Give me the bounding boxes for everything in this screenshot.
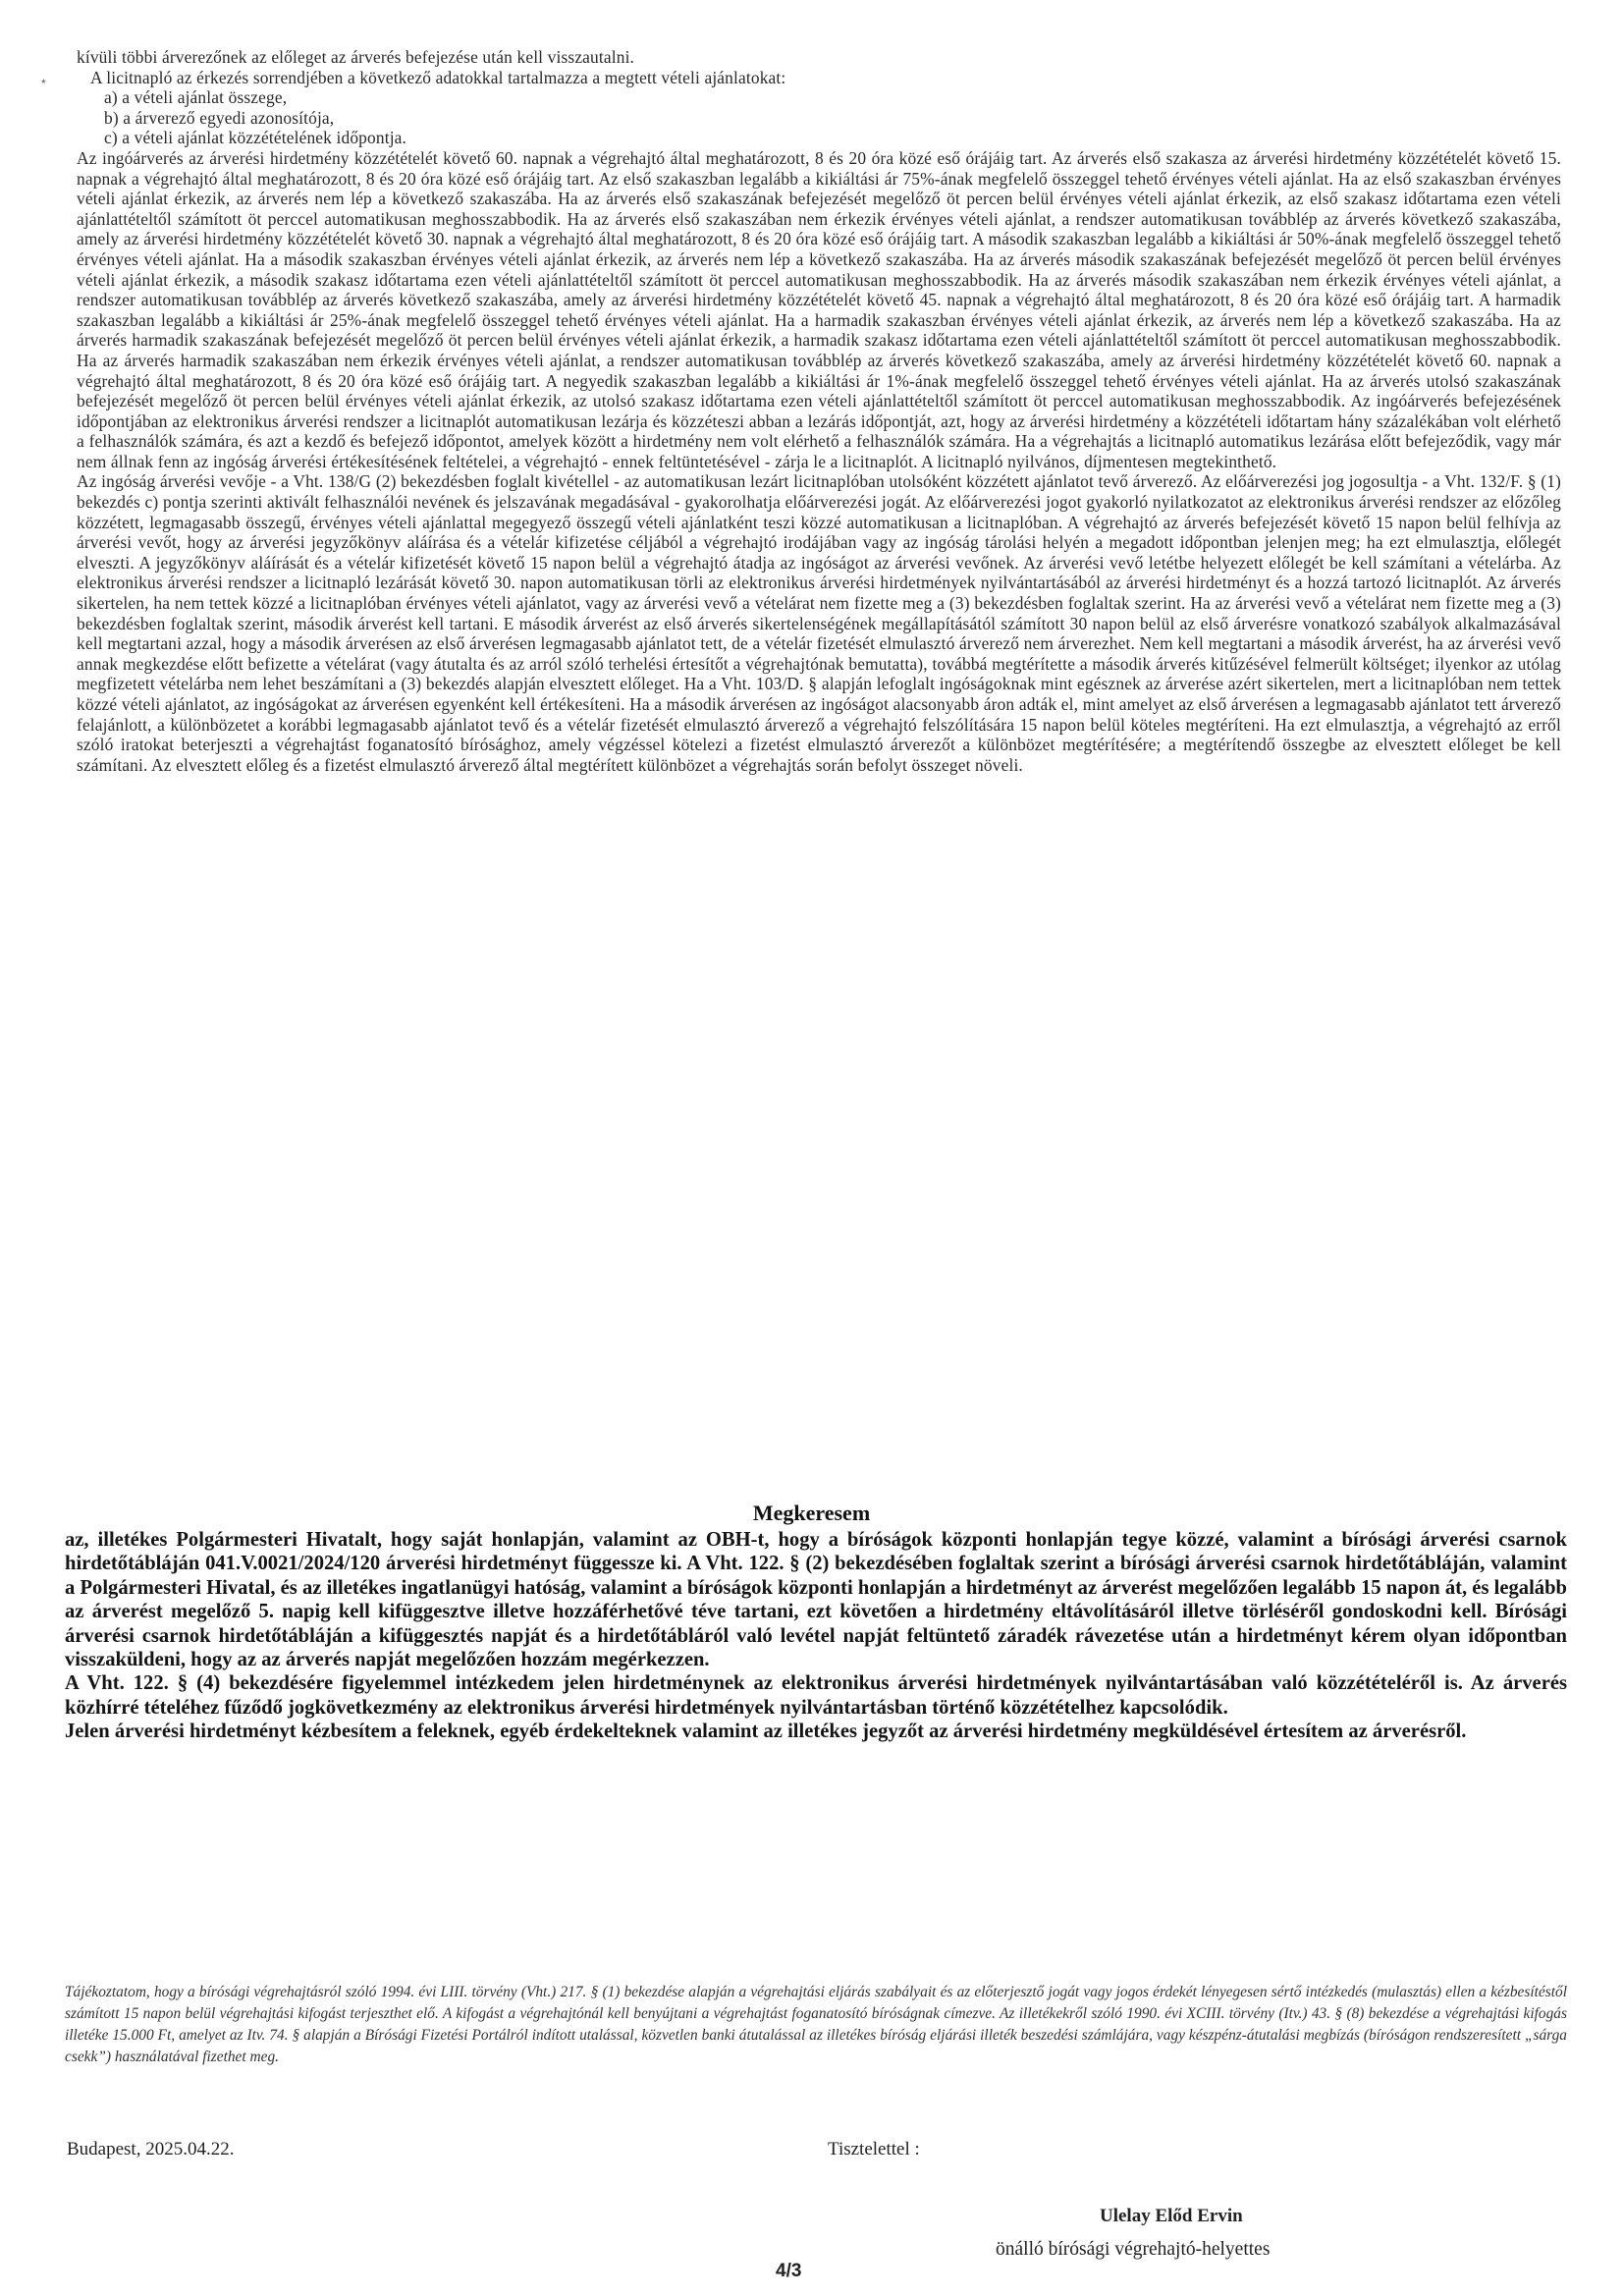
legal-notice [65, 1982, 1567, 2068]
request-heading: Megkeresem [752, 1501, 871, 1525]
licit-log-intro: A licitnapló az érkezés sorrendjében a következő adatokkal tartalmazza a megtett vételi ajánlatokat: [90, 67, 786, 87]
place-and-date: Budapest, 2025.04.22. [67, 2139, 235, 2159]
page-number: 4/3 [776, 2261, 802, 2281]
legal-notice-text: Tájékoztatom, hogy a bírósági végrehajtásról szóló 1994. évi LIII. törvény (Vht.) 217. § (1) bekezdése alapján a végrehajtási eljárás szabályait és az előterjesztő jogát vagy jogos érdekét lényegesen sértő intézkedés (mulasztás) ellen a kézbesítéstől számított 15 napon belül végrehajtási kifogást terjeszthet elő. A kifogást a végrehajtónál kell benyújtani a végrehajtást foganatosító bíróságnak címezve. Az illetékekről szóló 1990. évi XCIII. törvény (Itv.) 43. § (8) bekezdése a végrehajtási kifogás illetéke 15.000 Ft, amelyet az Itv. 74. § alapján a Bírósági Fizetési Portálról indított utalással, közvetlen banki átutalással az illetékes bíróság eljárási illeték beszedési számlájára, vagy készpénz-átutalási megbízás (bíróságon rendszeresített „sárga csekk”) használatával fizethet meg. [65, 1984, 1567, 2065]
list-item-a: a) a vételi ajánlat összege, [104, 87, 288, 108]
list-item-b: b) a árverező egyedi azonosítója, [104, 107, 335, 128]
auction-buyer-paragraph: Az ingóság árverési vevője - a Vht. 138/G (2) bekezdésben foglalt kivétellel - az automatikusan lezárt licitnaplóban utolsóként közzétett ajánlatot tevő árverező. Az előárverezési jog jogosultja - a Vht. 132/F. § (1) bekezdés c) pontja szerinti aktivált felhasználói nevének és jelszavának megadásával - gyakorolhatja előárverezési jogát. Az előárverezési jogot gyakorló nyilatkozatot az elektronikus árverési rendszer az előzőleg közzétett, legmagasabb összegű, érvényes vételi ajánlattal megegyező összegű vételi ajánlatként teszi közzé automatikusan a licitnaplóban. A végrehajtó az árverés befejezését követő 15 napon belül felhívja az árverési vevőt, hogy az árverési jegyzőkönyv aláírása és a vételár kifizetése céljából a végrehajtó irodájában vagy az ingóság tárolási helyén a megadott időpontban jelenjen meg; ha ezt elmulasztja, előlegét elveszti. A jegyzőkönyv aláírását és a vételár kifizetését követő 15 napon belül a végrehajtó átadja az ingóságot az árverési vevőnek. Az árverési vevő letétbe helyezett előlegét be kell számítani a vételárba. Az elektronikus árverési rendszer a licitnapló lezárását követő 30. napon automatikusan törli az elektronikus árverési hirdetmények nyilvántartásából az árverési hirdetményt és a hozzá tartozó licitnaplót. Az árverés sikertelen, ha nem tettek közzé a licitnaplóban érvényes vételi ajánlatot, vagy az árverési vevő a vételárat nem fizette meg a (3) bekezdésben foglaltak szerint. Ha az árverési vevő a vételárat nem fizette meg a (3) bekezdésben foglaltak szerint, második árverést kell tartani. E második árverést az első árverés sikertelenségének megállapításától számított 30 napon belül az első árverésre vonatkozó szabályok alkalmazásával kell megtartani azzal, hogy a második árverésen az első árverésen legmagasabb ajánlatot tett, de a vételár fizetését elmulasztó árverező nem árverezhet. Nem kell megtartani a második árverést, ha az árverési vevő annak megkezdése előtt befizette a vételárat (vagy átutalta és az arról szóló terhelési értesítőt a végrehajtónak bemutatta), továbbá megtérítette a második árverés kitűzésével felmerült költséget; ilyenkor az utólag megfizetett vételárba nem lehet beszámítani a (3) bekezdés alapján elvesztett előleget. Ha a Vht. 103/D. § alapján lefoglalt ingóságoknak mint egésznek az árverése azért sikertelen, mert a licitnaplóban nem tettek közzé vételi ajánlatot, az ingóságokat az árverésen egyenként kell értékesíteni. Ha a második árverésen az ingóságot alacsonyabb áron adták el, mint amelyet az első árverésen a legmagasabb ajánlatot tett árverező felajánlott, a különbözetet a korábbi legmagasabb ajánlatot tevő és a vételár fizetését elmulasztó árverező a végrehajtó felszólítására 15 napon belül köteles megtéríteni. Ha ezt elmulasztja, a végrehajtó az erről szóló iratokat beterjeszti a végrehajtást foganatosító bírósághoz, amely végzéssel kötelezi a fizetést elmulasztó árverezőt a különbözet megtérítésére; a megtérítendő összegbe az elvesztett előleget be kell számítani. Az elvesztett előleg és a fizetést elmulasztó árverező által megtérített különbözet a végrehajtás során befolyt összeget növeli. [77, 471, 1561, 775]
auction-rules-text [77, 47, 1561, 775]
signer-title: önálló bírósági végrehajtó-helyettes [996, 2239, 1271, 2260]
request-paragraph-3: Jelen árverési hirdetményt kézbesítem a feleknek, egyéb érdekelteknek valamint az illetékes jegyzőt az árverési hirdetmény megküldésével értesítem az árverésről. [65, 1721, 1467, 1743]
refund-sentence: kívüli többi árverezőnek az előleget az árverés befejezése után kell visszautalni. [77, 47, 635, 67]
closing-greeting: Tisztelettel : [828, 2139, 920, 2159]
request-paragraph-2: A Vht. 122. § (4) bekezdésére figyelemmel intézkedem jelen hirdetménynek az elektronikus árverési hirdetmények nyilvántartásában való közzétételéről is. Az árverés közhírré tételéhez fűződő jogkövetkezmény az elektronikus árverési hirdetmények nyilvántartásban történő közzétételhez kapcsolódik. [65, 1672, 1567, 1719]
signer-name: Ulelay Előd Ervin [1100, 2206, 1243, 2226]
request-text [65, 1528, 1567, 1744]
request-paragraph-1: az, illetékes Polgármesteri Hivatalt, hogy saját honlapján, valamint az OBH-t, hogy a bíróságok központi honlapján tegye közzé, valamint a bírósági árverési csarnok hirdetőtábláján 041.V.0021/2024/120 árverési hirdetményt függessze ki. A Vht. 122. § (2) bekezdésében foglaltak szerint a bírósági árverési csarnok hirdetőtábláján, valamint a Polgármesteri Hivatal, és az illetékes ingatlanügyi hatóság, valamint a bíróságok központi honlapján a hirdetményt az árverést megelőzően legalább 15 napon át, és legalább az árverést megelőző 5. napig kell kifüggesztve illetve hozzáférhetővé téve tartani, ezt követően a hirdetmény eltávolításáról illetve törléséről gondoskodni kell. Bírósági árverési csarnok hirdetőtábláján a kifüggesztés napját és a hirdetőtábláról való levétel napját feltüntető záradék rávezetése után a hirdetményt kérem olyan időpontban visszaküldeni, hogy az az árverés napját megelőzően hozzám megérkezzen. [65, 1529, 1567, 1671]
list-item-c: c) a vételi ajánlat közzétételének időpontja. [104, 128, 407, 148]
margin-mark: * [41, 77, 46, 90]
auction-stages-paragraph: Az ingóárverés az árverési hirdetmény közzétételét követő 60. napnak a végrehajtó által meghatározott, 8 és 20 óra közé eső órájáig tart. Az árverés első szakasza az árverési hirdetmény közzétételét követő 15. napnak a végrehajtó által meghatározott, 8 és 20 óra közé eső órájáig tart. Az első szakaszban legalább a kikiáltási ár 75%-ának megfelelő összeggel tehető érvényes vételi ajánlat. Ha az első szakaszban érvényes vételi ajánlat érkezik, az árverés nem lép a következő szakaszába. Ha az árverés első szakaszának befejezését megelőző öt percen belül érvényes vételi ajánlat érkezik, az első szakasz időtartama ezen vételi ajánlattételtől számított öt perccel automatikusan meghosszabbodik. Ha az árverés első szakaszában nem érkezik érvényes vételi ajánlat, a rendszer automatikusan továbblép az árverés következő szakaszába, amely az árverési hirdetmény közzétételét követő 30. napnak a végrehajtó által meghatározott, 8 és 20 óra közé eső órájáig tart. A második szakaszban legalább a kikiáltási ár 50%-ának megfelelő összeggel tehető érvényes vételi ajánlat. Ha a második szakaszban érvényes vételi ajánlat érkezik, az árverés nem lép a következő szakaszába. Ha az árverés második szakaszának befejezését megelőző öt percen belül érvényes vételi ajánlat érkezik, a második szakasz időtartama ezen vételi ajánlattételtől számított öt perccel automatikusan meghosszabbodik. Ha az árverés második szakaszában nem érkezik érvényes vételi ajánlat, a rendszer automatikusan továbblép az árverés következő szakaszába, amely az árverési hirdetmény közzétételét követő 45. napnak a végrehajtó által meghatározott, 8 és 20 óra közé eső órájáig tart. A harmadik szakaszban legalább a kikiáltási ár 25%-ának megfelelő összeggel tehető érvényes vételi ajánlat. Ha a harmadik szakaszban érvényes vételi ajánlat érkezik, az árverés nem lép a következő szakaszába. Ha az árverés harmadik szakaszának befejezését megelőző öt percen belül érvényes vételi ajánlat érkezik, a harmadik szakasz időtartama ezen vételi ajánlattételtől számított öt perccel automatikusan meghosszabbodik. Ha az árverés harmadik szakaszában nem érkezik érvényes vételi ajánlat, a rendszer automatikusan továbblép az árverés következő szakaszába, amely az árverési hirdetmény közzétételét követő 60. napnak a végrehajtó által meghatározott, 8 és 20 óra közé eső órájáig tart. A negyedik szakaszban legalább a kikiáltási ár 1%-ának megfelelő összeggel tehető érvényes vételi ajánlat. Ha az árverés utolsó szakaszának befejezését megelőző öt percen belül érvényes vételi ajánlat érkezik, az utolsó szakasz időtartama ezen vételi ajánlattételtől számított öt perccel automatikusan meghosszabbodik. Az ingóárverés befejezésének időpontjában az elektronikus árverési rendszer a licitnaplót automatikusan lezárja és közzéteszi abban a lezárás időpontját, azt, hogy az árverési hirdetmény a közzétételi időtartam hány százalékában volt elérhető a felhasználók számára, és azt a kezdő és befejező időpontot, amelyek között a hirdetmény nem volt elérhető a felhasználók számára. Ha a végrehajtás a licitnapló automatikus lezárása előtt befejeződik, vagy már nem állnak fenn az ingóság árverési értékesítésének feltételei, a végrehajtó - ennek feltüntetésével - zárja le a licitnaplót. A licitnapló nyilvános, díjmentesen megtekinthető. [77, 147, 1561, 471]
